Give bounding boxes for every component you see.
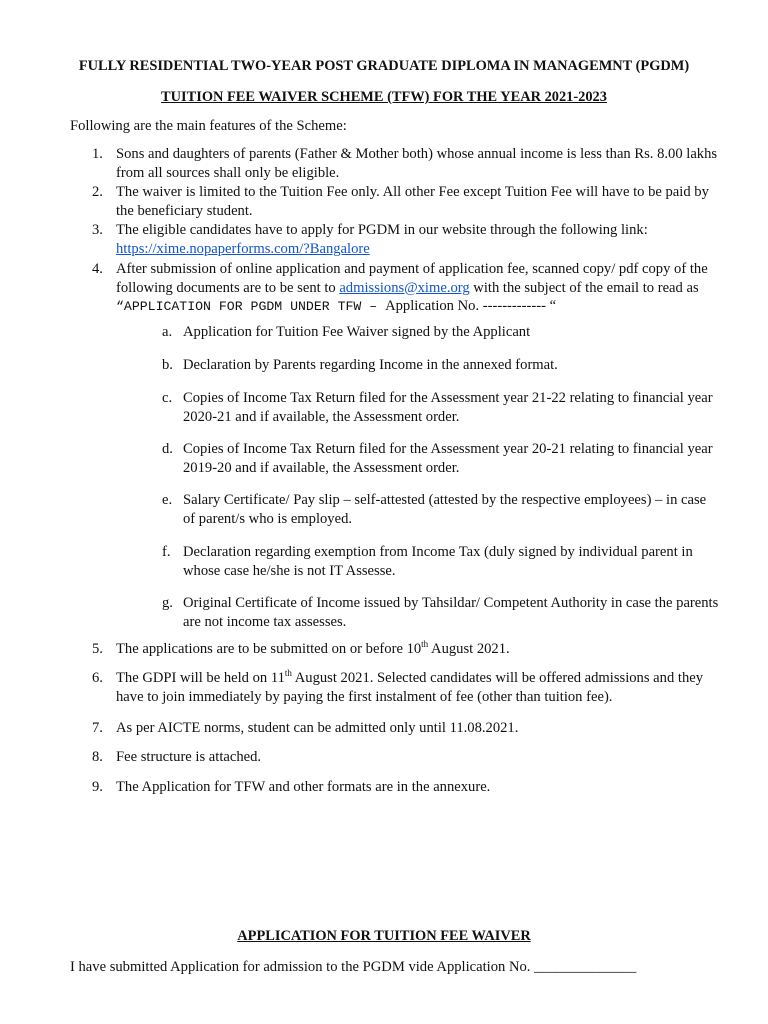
sub-item-e <box>162 491 733 528</box>
sub-item-letter: f. <box>162 544 171 560</box>
sub-item-text: Salary Certificate/ Pay slip – self-attested (attested by the respective employees) – in case <box>183 492 707 508</box>
list-item-text: The applications are to be submitted on or before 10 <box>116 641 422 657</box>
sub-item-text: Declaration by Parents regarding Income in the annexed format. <box>183 357 558 373</box>
list-item-1 <box>92 145 733 182</box>
sub-item-b <box>162 356 733 375</box>
list-item-text-cont: from all sources shall only be eligible. <box>116 164 340 181</box>
list-item-text: After submission of online application and payment of application fee, scanned copy/ pdf copy of the <box>116 261 708 277</box>
list-number: 1. <box>92 146 103 162</box>
list-item-text-cont: following documents are to be sent to <box>116 279 340 296</box>
list-item-text: The eligible candidates have to apply for PGDM in our website through the following link: <box>116 222 648 238</box>
list-item-text-line2: have to join immediately by paying the first instalment of fee (other than tuition fee). <box>116 688 613 705</box>
email-subject-text: “APPLICATION FOR PGDM UNDER TFW – <box>116 299 386 314</box>
sub-item-d <box>162 440 733 477</box>
sub-item-text: Original Certificate of Income issued by Tahsildar/ Competent Authority in case the parents <box>183 595 719 611</box>
sub-item-a <box>162 323 733 342</box>
sub-item-text-cont: whose case he/she is not IT Assesse. <box>183 562 396 579</box>
list-item-text-cont: August 2021. <box>428 641 510 657</box>
list-item-text: The waiver is limited to the Tuition Fee only. All other Fee except Tuition Fee will have to be paid by <box>116 184 709 200</box>
list-item-4 <box>92 260 733 317</box>
list-item-3 <box>92 221 733 258</box>
sub-item-text-cont: 2019-20 and if available, the Assessment order. <box>183 459 460 476</box>
sub-item-letter: a. <box>162 324 173 340</box>
sub-item-letter: c. <box>162 390 173 406</box>
list-number: 5. <box>92 641 103 657</box>
list-number: 3. <box>92 222 103 238</box>
sub-item-g <box>162 594 733 631</box>
sub-item-text: Copies of Income Tax Return filed for the Assessment year 20-21 relating to financial year <box>183 441 713 457</box>
sub-item-c <box>162 389 733 426</box>
email-subject-rest: Application No. ------------- “ <box>385 298 557 314</box>
document-title: FULLY RESIDENTIAL TWO-YEAR POST GRADUATE DIPLOMA IN MANAGEMNT (PGDM) <box>78 58 690 74</box>
list-item-5 <box>92 639 733 659</box>
section-title: APPLICATION FOR TUITION FEE WAIVER <box>237 928 531 944</box>
list-number: 2. <box>92 184 103 200</box>
list-item-text: As per AICTE norms, student can be admitted only until 11.08.2021. <box>116 720 519 736</box>
application-link[interactable]: https://xime.nopaperforms.com/?Bangalore <box>116 240 370 257</box>
sub-item-text: Copies of Income Tax Return filed for the Assessment year 21-22 relating to financial year <box>183 390 713 406</box>
closing-text: I have submitted Application for admission to the PGDM vide Application No. ______________ <box>70 959 637 975</box>
sub-item-letter: e. <box>162 492 173 508</box>
sub-item-text-cont: are not income tax assesses. <box>183 613 347 630</box>
list-number: 9. <box>92 779 103 795</box>
ordinal-suffix: th <box>421 639 429 650</box>
list-item-text: The GDPI will be held on 11 <box>116 670 285 686</box>
list-item-text-cont: with the subject of the email to read as <box>469 279 699 296</box>
list-item-text: Sons and daughters of parents (Father & Mother both) whose annual income is less than Rs. 8.00 lakhs <box>116 146 718 162</box>
list-item-text-cont: August 2021. Selected candidates will be offered admissions and they <box>291 670 704 686</box>
list-item-8 <box>92 748 733 767</box>
sub-item-letter: d. <box>162 441 173 457</box>
ordinal-suffix: th <box>284 668 292 679</box>
sub-item-text-cont: of parent/s who is employed. <box>183 510 353 527</box>
sub-item-f <box>162 543 733 580</box>
sub-item-text: Application for Tuition Fee Waiver signed by the Applicant <box>183 324 531 340</box>
list-item-9 <box>92 778 733 797</box>
list-item-6 <box>92 668 733 706</box>
list-number: 8. <box>92 749 103 765</box>
list-item-text: The Application for TFW and other formats are in the annexure. <box>116 779 491 795</box>
sub-item-text: Declaration regarding exemption from Income Tax (duly signed by individual parent in <box>183 544 693 560</box>
list-item-7 <box>92 719 733 738</box>
email-link[interactable]: admissions@xime.org <box>339 279 470 296</box>
list-number: 7. <box>92 720 103 736</box>
sub-item-letter: g. <box>162 595 173 611</box>
sub-item-letter: b. <box>162 357 173 373</box>
list-number: 6. <box>92 670 103 686</box>
list-item-2 <box>92 183 733 220</box>
document-subtitle: TUITION FEE WAIVER SCHEME (TFW) FOR THE YEAR 2021-2023 <box>161 89 607 105</box>
list-item-text-cont: the beneficiary student. <box>116 202 253 219</box>
list-item-text: Fee structure is attached. <box>116 749 262 765</box>
intro-text: Following are the main features of the Scheme: <box>70 118 347 134</box>
list-number: 4. <box>92 261 103 277</box>
sub-item-text-cont: 2020-21 and if available, the Assessment order. <box>183 408 460 425</box>
